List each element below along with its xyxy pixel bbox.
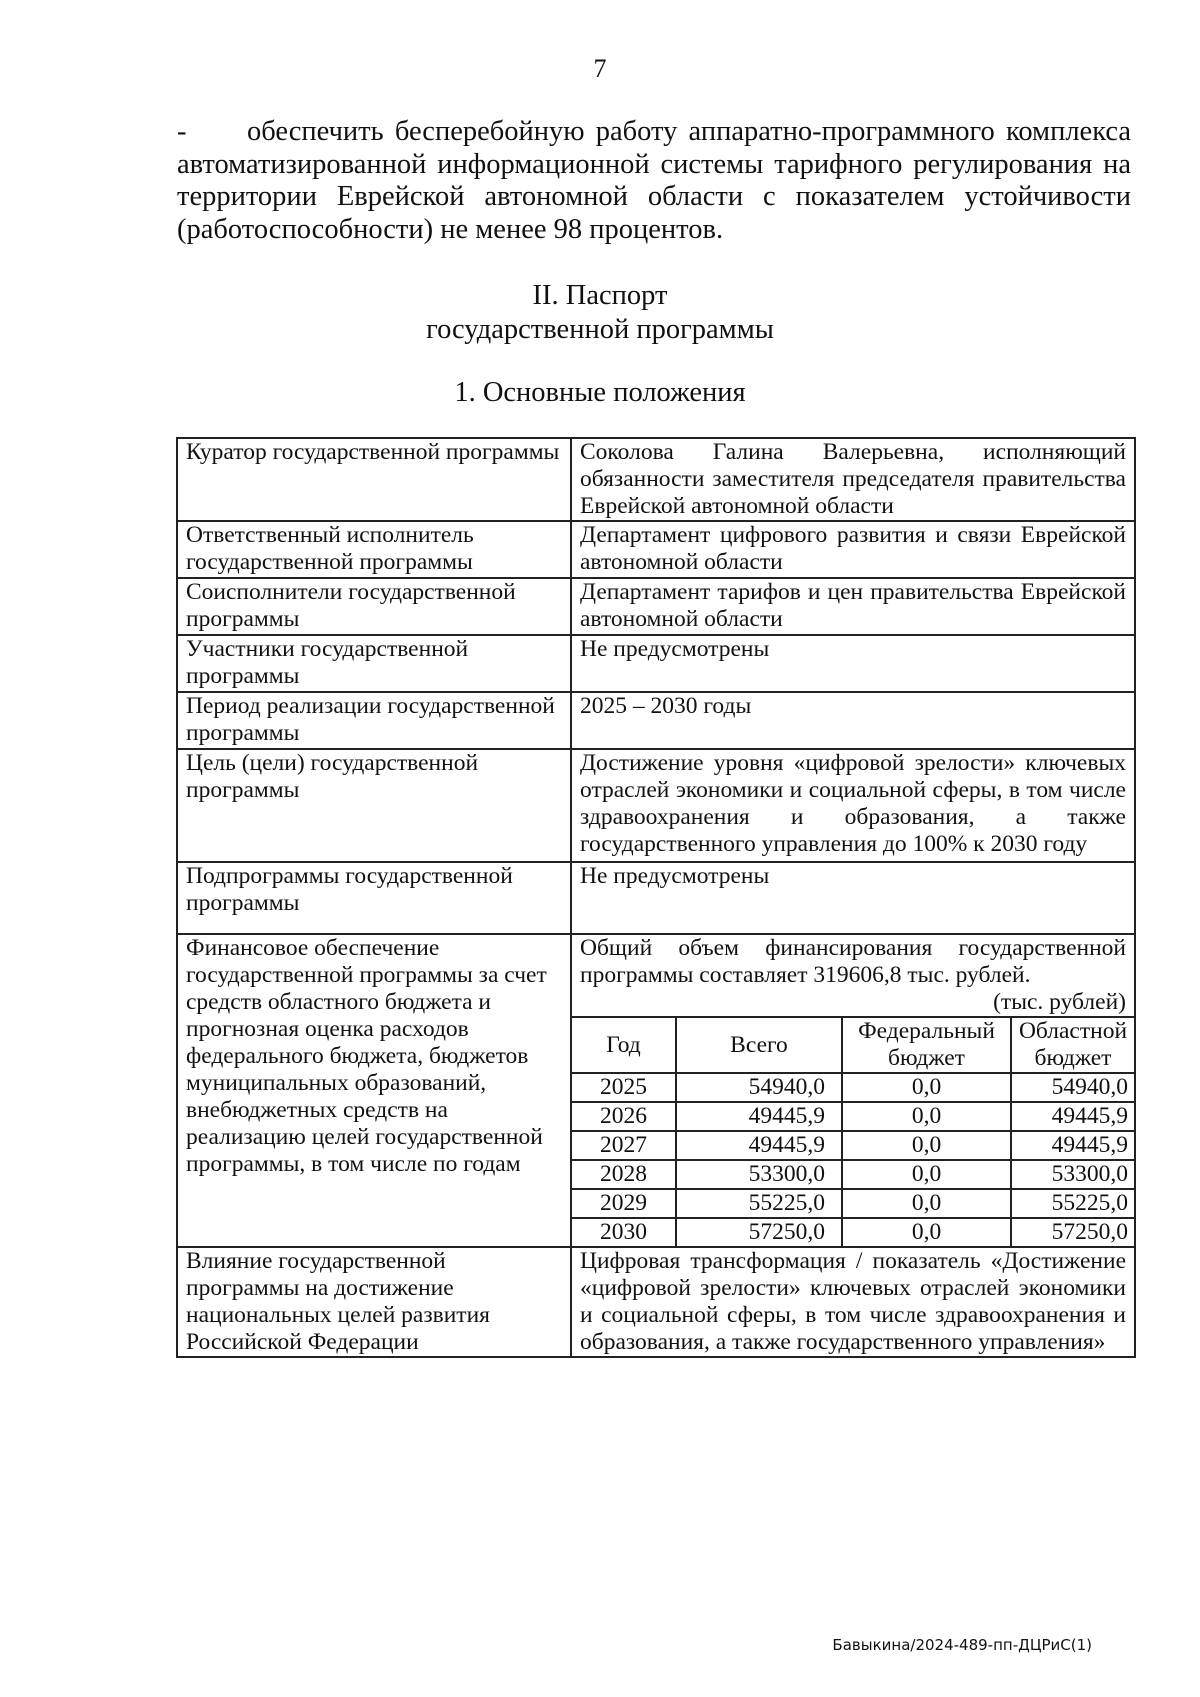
total-cell: 49445,9 bbox=[676, 1102, 842, 1131]
influence-value: Цифровая трансформация / показатель «Достижение «цифровой зрелости» ключевых отраслей экономики и социальной сферы, в том числе здравоохранения и образования, а также государственного управления» bbox=[571, 1247, 1135, 1357]
row-value: Департамент цифрового развития и связи Еврейской автономной области bbox=[571, 521, 1135, 578]
table-row bbox=[572, 1160, 1134, 1189]
page-number: 7 bbox=[593, 54, 607, 83]
row-value: Не предусмотрены bbox=[571, 635, 1135, 692]
row-value: Соколова Галина Валерьевна, исполняющий обязанности заместителя председателя правительства Еврейской автономной области bbox=[571, 438, 1135, 521]
table-row bbox=[177, 1247, 1135, 1357]
federal-cell: 0,0 bbox=[842, 1131, 1011, 1160]
financing-label: Финансовое обеспечение государственной программы за счет средств областного бюджета и прогнозная оценка расходов федерального бюджета, бюджетов муниципальных образований, внебюджетных средств на реализацию целей государственной программы, в том числе по годам bbox=[177, 934, 571, 1247]
column-header: Федеральный бюджет bbox=[842, 1017, 1011, 1073]
regional-cell: 53300,0 bbox=[1011, 1160, 1134, 1189]
year-cell: 2025 bbox=[572, 1073, 676, 1102]
table-row bbox=[177, 438, 1135, 521]
financing-cell bbox=[571, 934, 1135, 1247]
row-value: Не предусмотрены bbox=[571, 862, 1135, 934]
section-subtitle: государственной программы bbox=[426, 314, 774, 345]
year-cell: 2029 bbox=[572, 1189, 676, 1218]
table-row bbox=[177, 862, 1135, 934]
intro-paragraph bbox=[177, 116, 1131, 246]
regional-cell: 49445,9 bbox=[1011, 1131, 1134, 1160]
total-cell: 53300,0 bbox=[676, 1160, 842, 1189]
row-label: Цель (цели) государственной программы bbox=[177, 749, 571, 862]
table-row bbox=[177, 635, 1135, 692]
row-value: Департамент тарифов и цен правительства Еврейской автономной области bbox=[571, 578, 1135, 635]
table-row bbox=[177, 749, 1135, 862]
table-row bbox=[177, 578, 1135, 635]
section-title: II. Паспорт bbox=[532, 280, 668, 311]
document-footer: Бавыкина/2024-489-пп-ДЦРиС(1) bbox=[832, 1636, 1092, 1654]
year-cell: 2026 bbox=[572, 1102, 676, 1131]
row-label: Период реализации государственной программы bbox=[177, 692, 571, 749]
total-cell: 55225,0 bbox=[676, 1189, 842, 1218]
row-label: Соисполнители государственной программы bbox=[177, 578, 571, 635]
regional-cell: 57250,0 bbox=[1011, 1218, 1134, 1246]
row-value: Достижение уровня «цифровой зрелости» ключевых отраслей экономики и социальной сферы, в том числе здравоохранения и образования, а также государственного управления до 100% к 2030 году bbox=[571, 749, 1135, 862]
intro-bullet: - bbox=[177, 116, 187, 147]
table-row bbox=[572, 1189, 1134, 1218]
federal-cell: 0,0 bbox=[842, 1189, 1011, 1218]
financing-unit: (тыс. рублей) bbox=[993, 989, 1126, 1015]
regional-cell: 54940,0 bbox=[1011, 1073, 1134, 1102]
influence-label: Влияние государственной программы на достижение национальных целей развития Российской Федерации bbox=[177, 1247, 571, 1357]
financing-table bbox=[572, 1016, 1134, 1246]
year-cell: 2030 bbox=[572, 1218, 676, 1246]
row-value: 2025 – 2030 годы bbox=[571, 692, 1135, 749]
regional-cell: 49445,9 bbox=[1011, 1102, 1134, 1131]
column-header: Год bbox=[572, 1017, 676, 1073]
federal-cell: 0,0 bbox=[842, 1218, 1011, 1246]
table-row bbox=[572, 1073, 1134, 1102]
table-row bbox=[177, 521, 1135, 578]
total-cell: 49445,9 bbox=[676, 1131, 842, 1160]
row-label: Куратор государственной программы bbox=[177, 438, 571, 521]
federal-cell: 0,0 bbox=[842, 1160, 1011, 1189]
row-label: Участники государственной программы bbox=[177, 635, 571, 692]
table-row bbox=[572, 1102, 1134, 1131]
total-cell: 57250,0 bbox=[676, 1218, 842, 1246]
year-cell: 2028 bbox=[572, 1160, 676, 1189]
passport-table bbox=[176, 437, 1136, 1358]
total-cell: 54940,0 bbox=[676, 1073, 842, 1102]
year-cell: 2027 bbox=[572, 1131, 676, 1160]
intro-text: обеспечить бесперебойную работу аппаратно-программного комплекса автоматизированной информационной системы тарифного регулирования на территории Еврейской автономной области с показателем устойчивости (работоспособности) не менее 98 процентов. bbox=[177, 116, 1131, 245]
regional-cell: 55225,0 bbox=[1011, 1189, 1134, 1218]
column-header: Областной бюджет bbox=[1011, 1017, 1134, 1073]
table-row bbox=[572, 1218, 1134, 1246]
column-header: Всего bbox=[676, 1017, 842, 1073]
table-row bbox=[572, 1131, 1134, 1160]
subsection-title: 1. Основные положения bbox=[454, 377, 746, 408]
financing-row bbox=[177, 934, 1135, 1247]
financing-header-row bbox=[572, 1017, 1134, 1073]
financing-total-text: Общий объем финансирования государственной программы составляет 319606,8 тыс. рублей. bbox=[580, 935, 1126, 988]
table-row bbox=[177, 692, 1135, 749]
row-label: Ответственный исполнитель государственной программы bbox=[177, 521, 571, 578]
row-label: Подпрограммы государственной программы bbox=[177, 862, 571, 934]
federal-cell: 0,0 bbox=[842, 1102, 1011, 1131]
federal-cell: 0,0 bbox=[842, 1073, 1011, 1102]
